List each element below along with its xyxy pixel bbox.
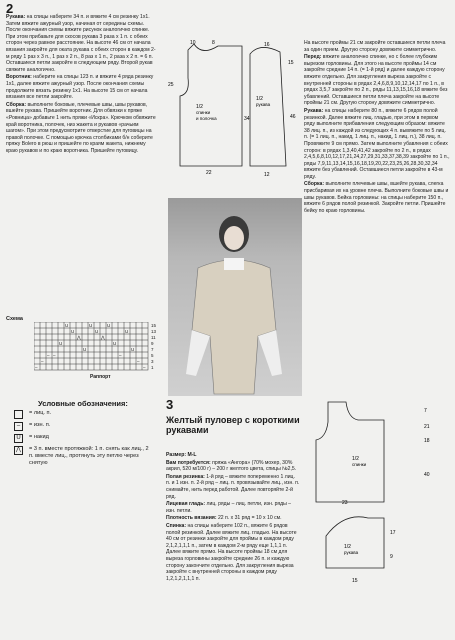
svg-text:⋀: ⋀	[101, 335, 105, 340]
svg-text:U: U	[95, 329, 99, 334]
model-figure-icon	[168, 198, 302, 396]
back-schematic	[166, 38, 254, 178]
dim-label: 34	[244, 116, 250, 122]
density-text: 22 п. х 31 ряд = 10 х 10 см.	[217, 515, 282, 522]
row-number: 15	[151, 323, 157, 328]
dim-label: 16	[264, 42, 270, 48]
svg-text:–: –	[137, 359, 140, 364]
legend-item	[14, 446, 154, 467]
material-label: Вам потребуется:	[166, 459, 211, 466]
rib-text: 1-й ряд – вяжите попеременно 1 лиц. п. и 1 изн. п. 2-й ряд – лиц. п. провязывайте лиц., изн. п. снимайте, нить перед работой. Далее повторяйте 2-й ряд.	[166, 473, 300, 500]
pullover-back-schematic	[312, 394, 450, 506]
back-label: Спинка:	[166, 522, 187, 529]
piece-label: 1/2	[196, 104, 203, 110]
svg-text:–: –	[47, 353, 50, 358]
legend-text: = 3 п. вместе протяжкой: 1 п. снять как лиц., 2 п. вместе лиц., протянуть эту петлю через снятую	[29, 446, 149, 466]
stitch-chart	[34, 322, 162, 374]
back-text: на спицы наберите 102 п., вяжите 6 рядов полой резинкой. Далее вяжите лиц. гладью. На высоте 40 см от резинки закройте для проймы в каждом ряду 2,1,2,1,1,1 п., затем в каждом 2-м ряду еще 1,1,1 п. Далее вяжите прямо. На высоте проймы 18 см для выреза горловины закройте средние 26 п. и каждую сторону закончите отдельно. Для закругления выреза закройте с внутренней стороны в каждом ряду 1,2,1,2,1,1,1 п.	[166, 522, 297, 582]
section-2-text	[6, 14, 156, 155]
svg-text:U: U	[113, 341, 117, 346]
dim-label: 22	[206, 170, 212, 176]
assembly-label: Сборка:	[304, 181, 325, 188]
dim-label: 7	[424, 408, 427, 414]
svg-text:⋀: ⋀	[77, 335, 81, 340]
svg-text:–: –	[143, 365, 146, 370]
row-number: 5	[151, 353, 154, 358]
model-photo	[168, 198, 302, 396]
row-number: 1	[151, 365, 154, 370]
knit-symbol-icon	[14, 410, 23, 419]
svg-text:U: U	[125, 329, 129, 334]
legend-text: = изн. п.	[29, 422, 51, 428]
dim-label: 8	[212, 40, 215, 46]
legend	[14, 410, 154, 470]
dim-label: 10	[190, 40, 196, 46]
yarn-over-symbol-icon: U	[14, 434, 23, 443]
stockinette-text: лиц. ряды – лиц. петли, изн. ряды – изн. петли.	[166, 501, 292, 514]
dim-label: 40	[424, 472, 430, 478]
row-number: 13	[151, 329, 157, 334]
section-3-title: Желтый пуловер с короткими рукавами	[166, 415, 300, 435]
sleeves-label: Рукава:	[304, 107, 324, 114]
dim-label: 12	[264, 172, 270, 178]
sleeves-text: на спицы наберите 34 п. и вяжите 4 см резинку 1х1. Затем вяжите ажурный узор, начиная от середины схемы. После окончания схемы вяжите рисунок аналогично спинке. При этом прибавьте для скосов рукава 3 раза х 1 п. с обеих сторон через равное расстояние. На высоте 46 см от начала вязания закройте для оката рукава с обеих сторон в каждом 2-м ряду 1 раз х 3 п., 1 раз х 2 п., 8 раз х 1 п., 2 раза х 2 п. = 6 п. Оставшиеся петли закройте в следующем ряду. Второй рукав свяжите аналогично.	[6, 14, 156, 73]
assembly-text: выполните боковые, плечевые швы, швы рукавов, вшейте рукава. Пришейте воротник. Для обвязки к пряже «Ровница» добавьте 1 нить пряжи «Искра». Крючком обвяжите край воротника, полочек, низ жакета и рукавов «рачьим шагом». При этом предусмотрите отверстие для пуговицы на правой полочке. С помощью крючка столбиками б/н соберите пряжу Bolero в рюш и пришейте по краям жакета, нижнему краю рукавов и по краю воротника. Пришейте пуговицу.	[6, 101, 156, 154]
collar-text: наберите на спицы 123 п. и вяжите 4 ряда резинку 1х1, далее вяжите ажурный узор. После окончания схемы продолжите вязать резинку 1х1. На высоте 15 см от начала вязания все петли закройте.	[6, 74, 154, 101]
legend-item	[14, 410, 154, 419]
decrease-symbol-icon: ⋀	[14, 446, 23, 455]
legend-text: = лиц. п.	[29, 410, 52, 416]
piece-label: и полочка	[196, 116, 217, 121]
svg-text:U: U	[83, 347, 87, 352]
row-number: 7	[151, 347, 154, 352]
svg-text:U: U	[131, 347, 135, 352]
assembly-label: Сборка:	[6, 101, 27, 108]
collar-label: Воротник:	[6, 74, 32, 81]
svg-text:–: –	[35, 365, 38, 370]
dim-label: 46	[290, 114, 296, 120]
svg-text:U: U	[59, 341, 63, 346]
stockinette-label: Лицевая гладь:	[166, 501, 206, 508]
front-text: вяжите аналогично спинке, но с более глубоким вырезом горловины. Для этого на высоте проймы 14 см закройте средние 14 п. (= 1-й ряд) и далее каждую сторону вяжите отдельно. Для закругления выреза закройте с внутренней стороны в рядах 2,4,6,8,9,10,12,14,17 по 1 п., в рядах 3,5,7 закройте по 2 п., ряды 11,13,15,16,18 вяжите без убавлений. Оставшиеся петли плеча закройте на высоте проймы 21 см. Другую сторону довяжите симметрично.	[304, 54, 448, 107]
dim-label: 25	[168, 82, 174, 88]
svg-text:–: –	[53, 353, 56, 358]
purl-symbol-icon: –	[14, 422, 23, 431]
legend-item	[14, 422, 154, 431]
section-number-2: 2	[6, 1, 14, 16]
chart-symbols	[35, 323, 146, 370]
svg-text:U: U	[71, 329, 75, 334]
front-label: Перед:	[304, 54, 322, 61]
pullover-sleeve-schematic	[320, 508, 450, 588]
dim-label: 18	[424, 438, 430, 444]
sleeve-schematic	[246, 38, 302, 180]
piece-label: рукава	[256, 102, 271, 107]
svg-text:U: U	[107, 323, 111, 328]
material-text: пряжа «Ангора» (70% мохер, 30% акрил, 520 м/100 г) – 200 г желтого цвета, спицы №2,5.	[166, 459, 297, 473]
rib-label: Полая резинка:	[166, 473, 205, 480]
piece-label: 1/2	[352, 456, 359, 462]
piece-label: рукава	[344, 550, 359, 555]
legend-item	[14, 434, 154, 443]
svg-text:–: –	[119, 353, 122, 358]
size-value: M-L	[187, 452, 197, 458]
row-number: 9	[151, 341, 154, 346]
piece-label: спинки	[352, 462, 367, 467]
legend-title: Условные обозначения:	[38, 399, 128, 408]
row-number: 3	[151, 359, 154, 364]
rapport-label: Раппорт	[90, 374, 111, 380]
dim-label: 17	[390, 530, 396, 536]
piece-label: 1/2	[344, 544, 351, 550]
dim-label: 15	[288, 60, 294, 66]
density-label: Плотность вязания:	[166, 515, 217, 522]
schema-title: Схема	[6, 316, 23, 322]
assembly-text: выполните плечевые швы, вшейте рукава, слегка присбаривая их на уровне плеча. Выполните боковые швы и швы рукавов. Бейка горловины: на спицы наберите 150 п., вяжите 6 рядов полой резинкой. Закройте петли. Пришейте бейку по краю горловины.	[304, 181, 449, 214]
svg-text:–: –	[41, 359, 44, 364]
dim-label: 15	[352, 578, 358, 584]
piece-label: спинки	[196, 110, 211, 115]
svg-text:U: U	[89, 323, 93, 328]
legend-text: = накид	[29, 434, 49, 440]
sleeves-label: Рукава:	[6, 14, 26, 20]
sleeves-text: на спицы наберите 80 п., вяжите 6 рядов полой резинкой. Далее вяжите лиц. гладью, при этом в первом ряду выполните прибавления следующим образом: вяжите 38 лиц. п., из каждой из следующих 4 п. вывяжите по 5 лиц. п. (= 1 лиц. п., накид, 1 лиц. п., накид, 1 лиц. п.), 38 лиц. п. Провяжите 9 см прямо. Затем выполните убавления с обеих сторон: в рядах 1,3,40,41,42 закройте по 2 п., в рядах 2,4,5,6,8,10,12,17,21,24,27,29,31,33,37,38,39 закройте по 1 п., ряды 7,9,11,13,14,15,16,18,19,20,22,23,25,26,28,30,32,34 вяжите без убавлений. Оставшиеся петли закройте в 43-м ряду.	[304, 107, 450, 180]
section-3-text	[166, 452, 300, 583]
chart-grid	[34, 322, 148, 370]
size-label: Размер:	[166, 452, 187, 458]
right-column-text	[304, 40, 450, 215]
dim-label: 9	[390, 554, 393, 560]
chart-row-numbers	[151, 323, 157, 370]
row-number: 11	[151, 335, 156, 340]
section-number-3: 3	[166, 397, 174, 412]
svg-text:U: U	[65, 323, 69, 328]
dim-label: 21	[424, 424, 430, 430]
dim-label: 23	[342, 500, 348, 506]
piece-label: 1/2	[256, 96, 263, 102]
intro-text: На высоте проймы 21 см закройте оставшиеся петли плеча за один прием. Другую сторону довяжите симметрично.	[304, 40, 446, 53]
